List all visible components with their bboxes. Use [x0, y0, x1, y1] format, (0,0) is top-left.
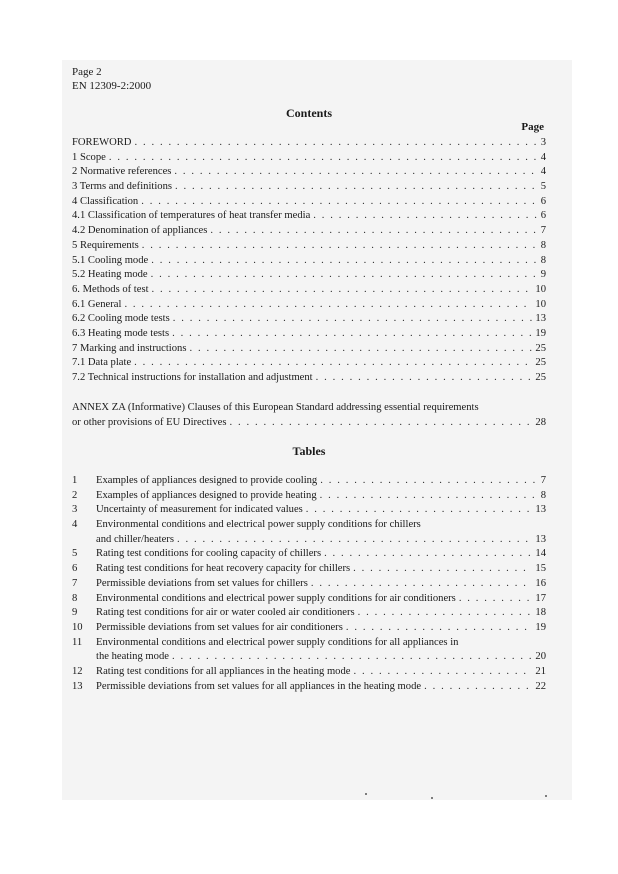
table-entry-number: 3	[72, 504, 78, 516]
toc-entry-label	[72, 195, 138, 209]
toc-entry-text: Data plate	[87, 357, 132, 369]
table-entry-page: 15	[535, 563, 546, 575]
annex-page: 28	[535, 416, 546, 428]
leader-dots	[151, 254, 537, 268]
table-entry[interactable]	[72, 592, 546, 607]
toc-entry-label	[72, 239, 139, 253]
table-entry-number: 6	[72, 563, 78, 575]
toc-entry-label	[72, 165, 171, 179]
toc-entry-label	[72, 371, 313, 385]
table-entry-number: 10	[72, 621, 83, 633]
table-entry-label: Environmental conditions and electrical power supply conditions for air conditioners	[96, 592, 456, 604]
toc-entry-text: Methods of test	[82, 283, 149, 295]
page-column-label: Page	[521, 121, 544, 133]
toc-entry[interactable]	[72, 371, 546, 386]
toc-entry-label	[72, 356, 131, 370]
toc-entry-page: 9	[540, 269, 546, 281]
toc-entry-number: 2	[72, 166, 78, 178]
table-entry-page: 22	[535, 680, 546, 692]
table-entry[interactable]	[72, 577, 546, 592]
table-entry-label: Rating test conditions for all appliances in the heating mode	[96, 665, 351, 677]
annex-line-2: or other provisions of EU Directives	[72, 416, 227, 428]
toc-entry-page: 7	[540, 225, 546, 237]
table-entry-page: 20	[535, 651, 546, 663]
leader-dots	[353, 562, 532, 576]
toc-entry-page: 6	[540, 210, 546, 222]
table-entry[interactable]	[72, 562, 546, 577]
leader-dots	[109, 151, 538, 165]
toc-entry-page: 4	[540, 151, 546, 163]
toc-entry-page: 19	[535, 327, 546, 339]
toc-entry-number: 4	[72, 195, 78, 207]
contents-title: Contents	[285, 106, 332, 120]
toc-entry-number: 6.2	[72, 313, 86, 325]
leader-dots	[172, 327, 532, 341]
toc-entry-label	[72, 268, 148, 282]
leader-dots	[346, 621, 533, 635]
toc-entry-page: 5	[540, 181, 546, 193]
tables-title: Tables	[292, 444, 326, 458]
toc-entry-text: FOREWORD	[72, 137, 132, 148]
page-number: Page 2	[72, 66, 102, 78]
table-entry-number: 13	[72, 680, 83, 692]
leader-dots	[142, 239, 538, 253]
toc-entry-number: 4.2	[72, 225, 86, 237]
toc-entry[interactable]	[72, 239, 546, 254]
leader-dots	[134, 356, 532, 370]
toc-entry-text: Denomination of appliances	[87, 225, 208, 237]
scan-speck	[545, 795, 547, 797]
toc-entry-text: Scope	[79, 151, 106, 163]
table-entry-page: 17	[535, 592, 546, 604]
toc-entry-number: 6.1	[72, 298, 86, 310]
table-entry-page: 7	[540, 475, 546, 486]
toc-entry-label	[72, 327, 169, 341]
scan-speck	[431, 797, 433, 799]
leader-dots	[177, 533, 532, 547]
table-entry[interactable]	[72, 489, 546, 504]
toc-entry-page: 3	[540, 137, 546, 148]
toc-entry[interactable]	[72, 327, 546, 342]
leader-dots	[173, 312, 533, 326]
toc-entry[interactable]	[72, 283, 546, 298]
annex-line-1: ANNEX ZA (Informative) Clauses of this European Standard addressing essential requirements	[72, 402, 479, 413]
toc-entry-text: Classification of temperatures of heat transfer media	[87, 210, 311, 222]
toc-entry-number: 7.1	[72, 357, 86, 369]
table-entry-label: Uncertainty of measurement for indicated values	[96, 504, 303, 516]
table-entry-number: 5	[72, 548, 78, 560]
table-entry-page: 18	[535, 607, 546, 619]
toc-entry[interactable]	[72, 136, 546, 151]
standard-id: EN 12309-2:2000	[72, 80, 152, 92]
toc-entry-text: Normative references	[79, 166, 172, 178]
table-entry-number: 4	[72, 519, 78, 531]
toc-entry-page: 25	[535, 357, 546, 369]
toc-entry[interactable]	[72, 298, 546, 313]
toc-entry-number: 3	[72, 181, 78, 193]
toc-entry-text: Heating mode tests	[87, 327, 170, 339]
table-entry-page: 19	[535, 621, 546, 633]
leader-dots	[174, 165, 537, 179]
toc-entry-page: 8	[540, 254, 546, 266]
toc-entry-label	[72, 136, 131, 150]
table-entry-label: Rating test conditions for cooling capacity of chillers	[96, 548, 322, 560]
leader-dots	[151, 268, 538, 282]
toc-entry[interactable]	[72, 224, 546, 239]
table-entry-number: 12	[72, 665, 83, 677]
leader-dots	[210, 224, 537, 238]
table-entry[interactable]	[72, 636, 546, 665]
toc-entry-text: Marking and instructions	[79, 342, 187, 354]
table-entry-page: 14	[535, 548, 546, 560]
table-entry[interactable]	[72, 474, 546, 489]
toc-entry-page: 6	[540, 195, 546, 207]
toc-entry-number: 1	[72, 151, 78, 163]
toc-entry[interactable]	[72, 165, 546, 180]
annex-entry[interactable]	[72, 401, 546, 430]
toc-entry-text: Cooling mode tests	[87, 313, 170, 325]
table-entry-label-cont: the heating mode	[96, 651, 169, 663]
leader-dots	[358, 606, 533, 620]
toc-entry-text: Heating mode	[87, 269, 148, 281]
table-entry-label: Permissible deviations from set values for chillers	[96, 577, 308, 589]
toc-entry-number: 6.	[72, 283, 80, 295]
table-entry-label: Environmental conditions and electrical power supply conditions for chillers	[96, 519, 421, 531]
toc-entry[interactable]	[72, 312, 546, 327]
toc-entry[interactable]	[72, 151, 546, 166]
leader-dots	[424, 680, 532, 694]
toc-entry-label	[72, 224, 207, 238]
leader-dots	[229, 416, 532, 430]
table-entry[interactable]	[72, 621, 546, 636]
toc-entry-page: 4	[540, 166, 546, 178]
table-entry-label: Rating test conditions for heat recovery capacity for chillers	[96, 563, 351, 575]
toc-entry-label	[72, 180, 172, 194]
toc-entry-label	[72, 209, 310, 223]
leader-dots	[320, 489, 538, 503]
toc-entry[interactable]	[72, 268, 546, 283]
toc-entry-label	[72, 283, 149, 297]
toc-entry-text: General	[87, 298, 122, 310]
leader-dots	[311, 577, 533, 591]
toc-entry-label	[72, 298, 121, 312]
toc-entry-page: 25	[535, 372, 546, 383]
leader-dots	[175, 180, 538, 194]
table-entry-page: 8	[540, 489, 546, 501]
toc-entry-number: 4.1	[72, 210, 86, 222]
leader-dots	[134, 136, 537, 150]
leader-dots	[306, 503, 533, 517]
toc-entry-number: 7.2	[72, 372, 86, 383]
toc-entry-number: 5.2	[72, 269, 86, 281]
leader-dots	[189, 342, 532, 356]
leader-dots	[353, 665, 532, 679]
toc-entry-number: 7	[72, 342, 78, 354]
toc-entry-text: Classification	[79, 195, 139, 207]
toc-entry[interactable]	[72, 254, 546, 269]
table-entry-number: 11	[72, 636, 83, 648]
leader-dots	[320, 474, 537, 488]
toc-entry-number: 6.3	[72, 327, 86, 339]
leader-dots	[324, 547, 532, 561]
toc-entry[interactable]	[72, 209, 546, 224]
table-entry-label: Examples of appliances designed to provide heating	[96, 489, 317, 501]
toc-entry-number: 5	[72, 239, 78, 251]
leader-dots	[459, 592, 533, 606]
table-entry-page: 13	[535, 504, 546, 516]
toc-entry-page: 13	[535, 313, 546, 325]
leader-dots	[172, 650, 532, 664]
toc-entry-text: Requirements	[79, 239, 139, 251]
toc-entry[interactable]	[72, 195, 546, 210]
toc-entry[interactable]	[72, 356, 546, 371]
toc-entry[interactable]	[72, 180, 546, 195]
leader-dots	[141, 195, 537, 209]
scan-speck	[365, 793, 367, 795]
toc-entry-page: 8	[540, 239, 546, 251]
leader-dots	[313, 209, 537, 223]
table-entry[interactable]	[72, 606, 546, 621]
table-entry-number: 8	[72, 592, 78, 604]
table-entry-label: Environmental conditions and electrical power supply conditions for all appliances in	[96, 636, 459, 648]
leader-dots	[316, 371, 533, 385]
table-entry-number: 1	[72, 475, 78, 486]
table-entry[interactable]	[72, 518, 546, 547]
table-entry-label-cont: and chiller/heaters	[96, 533, 174, 545]
leader-dots	[152, 283, 533, 297]
table-entry-page: 13	[535, 533, 546, 545]
table-entry-label: Examples of appliances designed to provide cooling	[96, 475, 318, 486]
toc-entry-text: Cooling mode	[87, 254, 149, 266]
toc-entry[interactable]	[72, 342, 546, 357]
toc-entry-text: Technical instructions for installation and adjustment	[87, 372, 313, 383]
contents-list	[72, 136, 546, 386]
leader-dots	[124, 298, 532, 312]
table-entry-number: 9	[72, 607, 78, 619]
toc-entry-number: 5.1	[72, 254, 86, 266]
toc-entry-label	[72, 342, 186, 356]
toc-entry-page: 10	[535, 298, 546, 310]
toc-entry-text: Terms and definitions	[79, 181, 172, 193]
table-entry[interactable]	[72, 547, 546, 562]
table-entry-page: 21	[535, 665, 546, 677]
table-entry[interactable]	[72, 680, 546, 695]
table-entry-number: 7	[72, 577, 78, 589]
table-entry-page: 16	[535, 577, 546, 589]
toc-entry-page: 25	[535, 342, 546, 354]
toc-entry-label	[72, 254, 148, 268]
table-entry-number: 2	[72, 489, 78, 501]
toc-entry-label	[72, 151, 106, 165]
table-entry[interactable]	[72, 503, 546, 518]
tables-list	[72, 474, 546, 694]
table-entry-label: Permissible deviations from set values for air conditioners	[96, 621, 343, 633]
table-entry[interactable]	[72, 665, 546, 680]
table-entry-label: Permissible deviations from set values for all appliances in the heating mode	[96, 680, 422, 692]
toc-entry-page: 10	[535, 283, 546, 295]
table-entry-label: Rating test conditions for air or water cooled air conditioners	[96, 607, 355, 619]
toc-entry-label	[72, 312, 170, 326]
